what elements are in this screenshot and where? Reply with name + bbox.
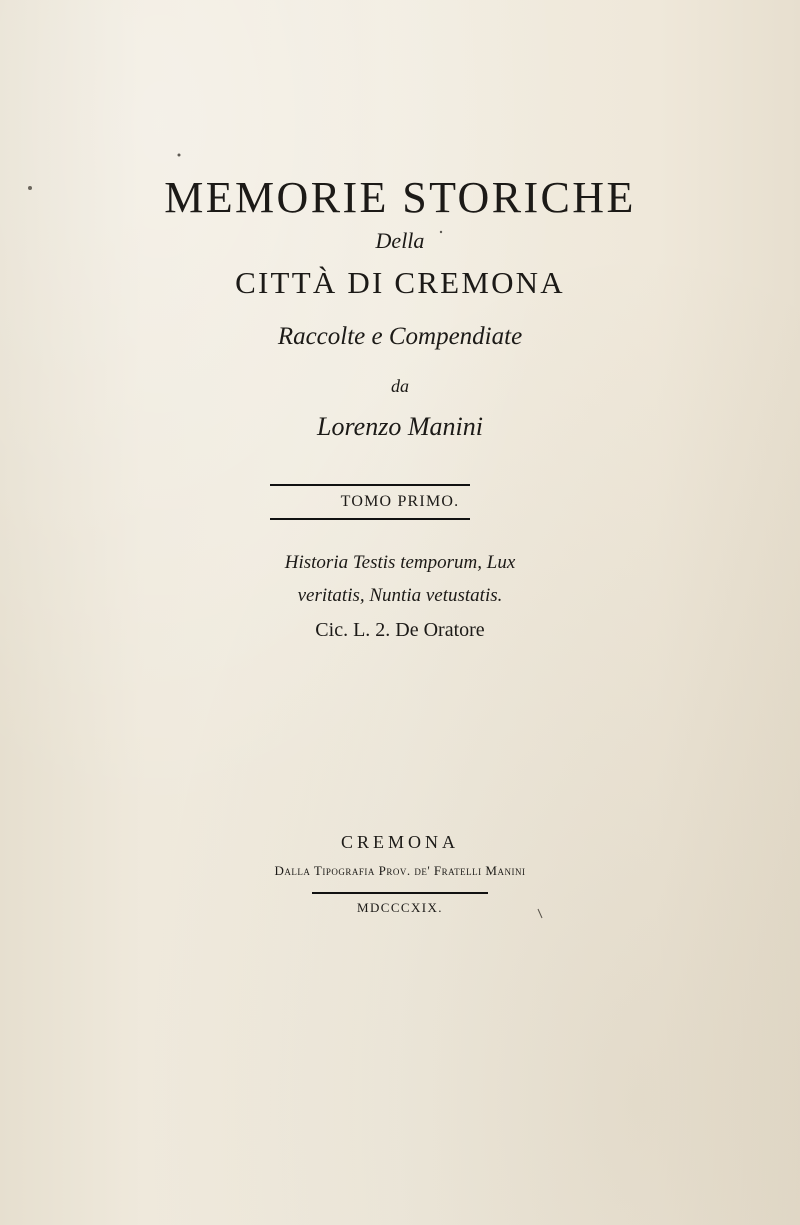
compiled-line: Raccolte e Compendiate <box>277 323 523 350</box>
subtitle-della: Della <box>375 228 425 253</box>
publication-date: MDCCCXIX. <box>357 900 443 915</box>
tome-label: TOMO PRIMO. <box>340 493 460 510</box>
author-name: Lorenzo Manini <box>317 412 483 441</box>
by-line: da <box>391 376 409 396</box>
city-title: CITTÀ DI CREMONA <box>235 265 565 300</box>
epigraph-line-2: veritatis, Nuntia vetustatis. <box>297 585 503 606</box>
printer-line: Dalla Tipografia Prov. de' Fratelli Manini <box>274 863 526 878</box>
top-rule <box>270 484 470 486</box>
epigraph-line-1: Historia Testis temporum, Lux <box>284 552 516 573</box>
main-title: MEMORIE STORICHE <box>164 173 636 222</box>
date-rule <box>312 892 488 894</box>
epigraph-citation: Cic. L. 2. De Oratore <box>315 619 485 641</box>
bottom-rule <box>270 518 470 520</box>
place-of-publication: CREMONA <box>340 832 459 852</box>
ink-speck <box>178 154 181 157</box>
